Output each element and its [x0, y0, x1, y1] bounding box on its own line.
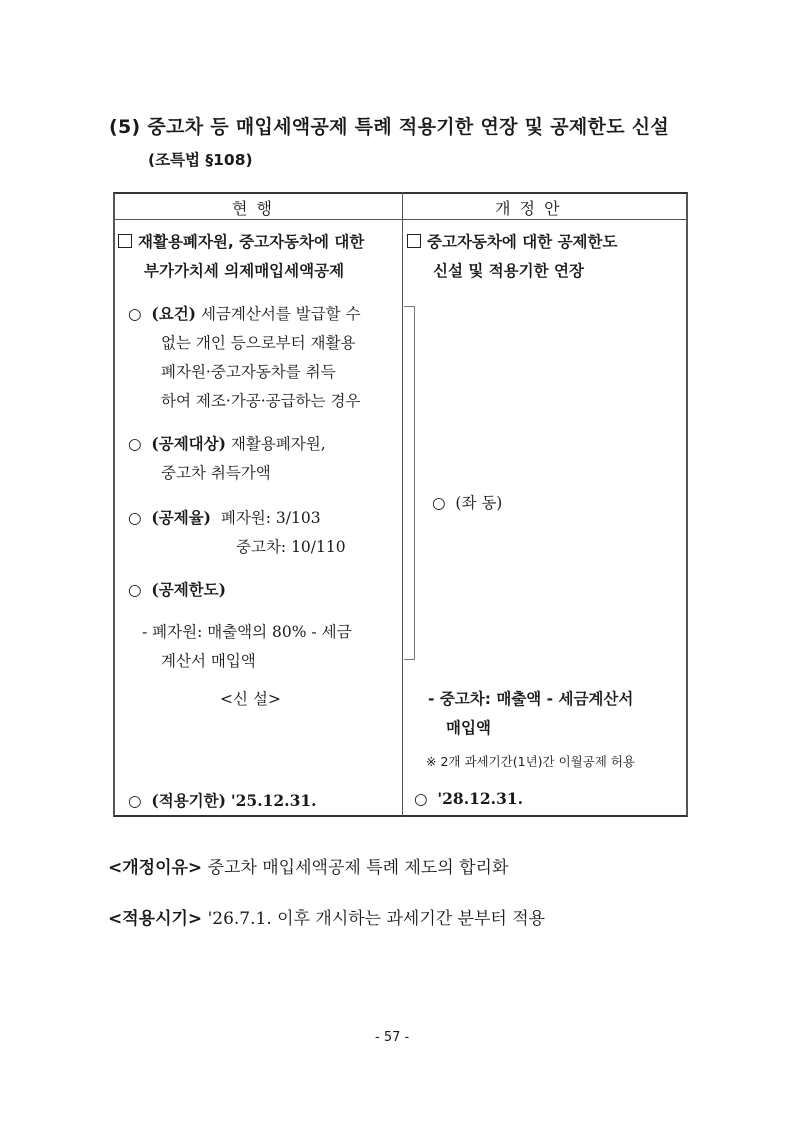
carryover-note: ※ 2개 과세기간(1년)간 이월공제 허용 — [426, 754, 636, 769]
header-revised: 개 정 안 — [495, 199, 562, 218]
table-header-divider — [113, 219, 688, 220]
checkbox-square-icon — [407, 234, 421, 248]
section-title: (5) 중고차 등 매입세액공제 특례 적용기한 연장 및 공제한도 신설 — [109, 116, 670, 138]
revised-period-row: ○ '28.12.31. — [414, 789, 524, 808]
range-bracket — [404, 306, 415, 660]
effective-row: <적용시기> '26.7.1. 이후 개시하는 과세기간 분부터 적용 — [108, 909, 546, 929]
limit-line2: 계산서 매입액 — [161, 652, 256, 670]
current-item-title: 재활용폐자원, 중고자동차에 대한 — [118, 230, 364, 252]
reason-row: <개정이유> 중고차 매입세액공제 특례 제도의 합리화 — [108, 858, 509, 878]
target-row: ○ (공제대상) 재활용폐자원, — [128, 434, 326, 453]
rate-row: ○ (공제율) 폐자원: 3/103 — [128, 508, 321, 527]
target-line2: 중고차 취득가액 — [161, 464, 271, 482]
same-as-left: ○ (좌 동) — [432, 494, 503, 512]
new-provision-mark: <신 설> — [220, 690, 281, 708]
current-period-row: ○ (적용기한) '25.12.31. — [128, 791, 317, 810]
revised-item-title: 중고자동차에 대한 공제한도 — [407, 230, 617, 252]
req-line2: 없는 개인 등으로부터 재활용 — [161, 334, 356, 352]
law-reference: (조특법 §108) — [148, 151, 253, 169]
rate-line2: 중고차: 10/110 — [236, 538, 346, 556]
current-item-title-line2: 부가가치세 의제매입세액공제 — [144, 262, 345, 280]
req-line3: 폐자원·중고자동차를 취득 — [161, 363, 336, 381]
header-current: 현 행 — [232, 199, 274, 218]
revised-item-title-line2: 신설 및 적용기한 연장 — [433, 262, 584, 280]
used-car-limit-line1: - 중고차: 매출액 - 세금계산서 — [428, 690, 634, 708]
checkbox-square-icon — [118, 234, 132, 248]
req-line4: 하여 제조·가공·공급하는 경우 — [161, 392, 361, 410]
comparison-table — [113, 192, 688, 817]
limit-line1: - 폐자원: 매출액의 80% - 세금 — [142, 623, 352, 641]
table-column-divider — [402, 192, 403, 817]
page-number: - 57 - — [375, 1030, 410, 1045]
used-car-limit-line2: 매입액 — [446, 719, 491, 737]
req-row: ○ (요건) 세금계산서를 발급할 수 — [128, 304, 361, 323]
limit-row: ○ (공제한도) — [128, 580, 226, 599]
